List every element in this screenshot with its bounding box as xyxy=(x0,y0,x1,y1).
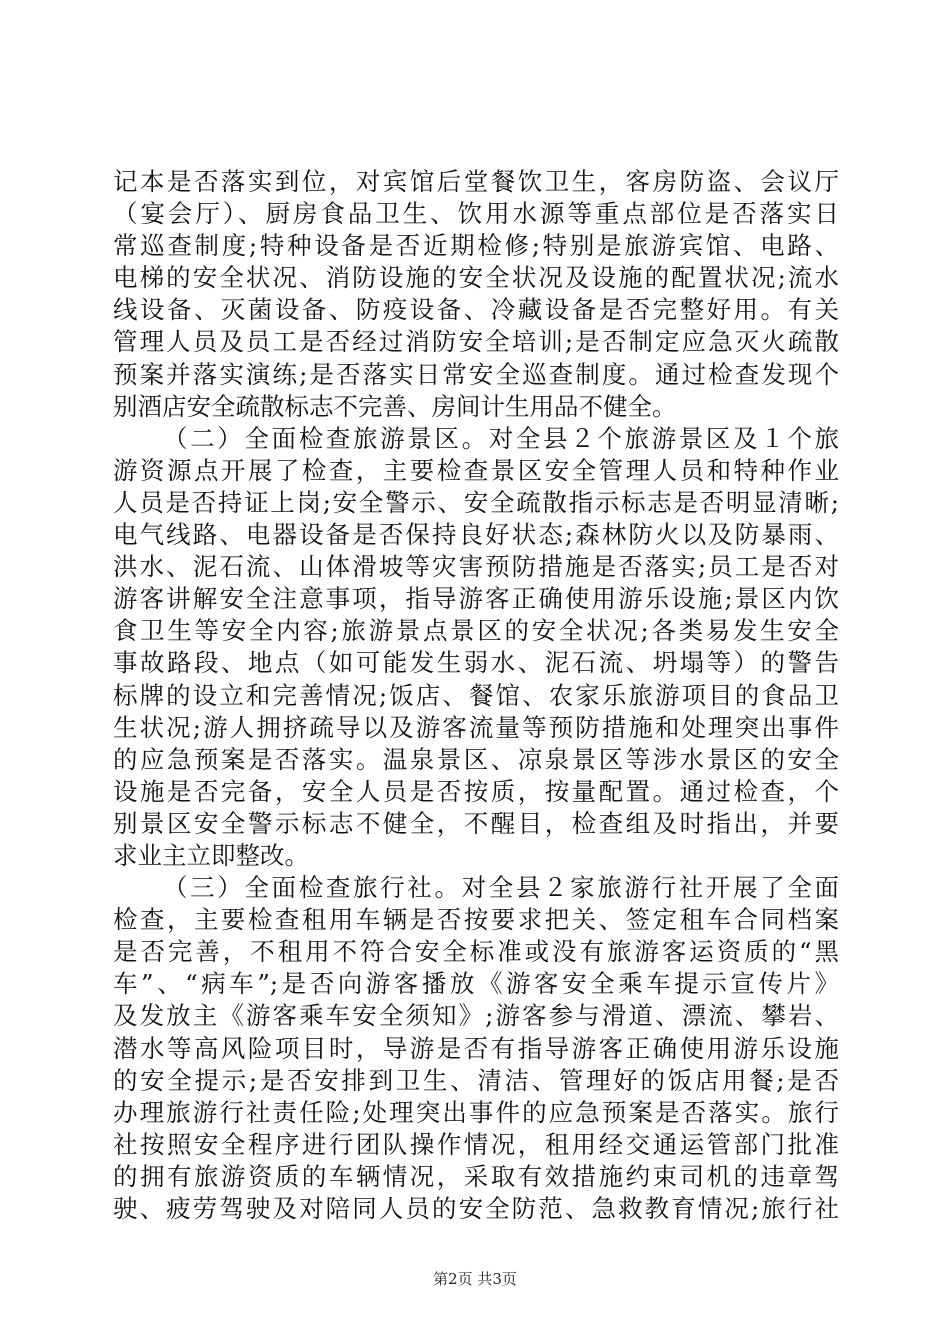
text-line: 管理人员及员工是否经过消防安全培训;是否制定应急灭火疏散 xyxy=(113,327,839,357)
text-line: 求业主立即整改。 xyxy=(113,840,309,870)
text-line: 标牌的设立和完善情况;饭店、餐馆、农家乐旅游项目的食品卫 xyxy=(113,680,839,710)
text-line: 预案并落实演练;是否落实日常安全巡查制度。通过检查发现个 xyxy=(113,359,839,389)
text-line: 生状况;游人拥挤疏导以及游客流量等预防措施和处理突出事件 xyxy=(113,712,839,742)
text-line: 游客讲解安全注意事项，指导游客正确使用游乐设施;景区内饮 xyxy=(113,584,839,614)
text-line: 检查，主要检查租用车辆是否按要求把关、签定租车合同档案 xyxy=(113,905,839,935)
paragraph xyxy=(113,423,839,872)
text-line: 别酒店安全疏散标志不完善、房间计生用品不健全。 xyxy=(113,391,677,421)
text-line: 人员是否持证上岗;安全警示、安全疏散指示标志是否明显清晰; xyxy=(113,487,839,517)
paragraph xyxy=(113,872,839,1225)
text-line: 常巡查制度;特种设备是否近期检修;特别是旅游宾馆、电路、 xyxy=(113,231,839,261)
text-line: 的拥有旅游资质的车辆情况，采取有效措施约束司机的违章驾 xyxy=(113,1161,839,1191)
body-text xyxy=(113,166,839,1225)
text-line: （宴会厅）、厨房食品卫生、饮用水源等重点部位是否落实日 xyxy=(113,199,839,229)
text-line: 食卫生等安全内容;旅游景点景区的安全状况;各类易发生安全 xyxy=(113,616,839,646)
page-footer: 第2页 共3页 xyxy=(433,1270,517,1288)
text-line: 社按照安全程序进行团队操作情况，租用经交通运管部门批准 xyxy=(113,1129,839,1159)
text-line: 事故路段、地点（如可能发生弱水、泥石流、坍塌等）的警告 xyxy=(113,648,839,678)
text-line: 的应急预案是否落实。温泉景区、凉泉景区等涉水景区的安全 xyxy=(113,744,839,774)
text-line: 办理旅游行社责任险;处理突出事件的应急预案是否落实。旅行 xyxy=(113,1097,839,1127)
text-line: 车”、“病车”;是否向游客播放《游客安全乘车提示宣传片》 xyxy=(113,969,839,999)
text-line: 记本是否落实到位，对宾馆后堂餐饮卫生，客房防盗、会议厅 xyxy=(113,167,839,196)
text-line: 设施是否完备，安全人员是否按质，按量配置。通过检查，个 xyxy=(113,776,839,806)
text-line: 洪水、泥石流、山体滑坡等灾害预防措施是否落实;员工是否对 xyxy=(113,552,839,582)
text-line: 是否完善，不租用不符合安全标准或没有旅游客运资质的“黑 xyxy=(113,937,839,967)
text-line: 的安全提示;是否安排到卫生、清洁、管理好的饭店用餐;是否 xyxy=(113,1065,839,1095)
text-line: 电梯的安全状况、消防设施的安全状况及设施的配置状况;流水 xyxy=(113,263,839,293)
text-line: 别景区安全警示标志不健全，不醒目，检查组及时指出，并要 xyxy=(113,808,839,838)
text-line: 及发放主《游客乘车安全须知》;游客参与滑道、漂流、攀岩、 xyxy=(113,1001,839,1031)
paragraph xyxy=(113,166,839,423)
text-line: （三）全面检查旅行社。对全县２家旅游行社开展了全面 xyxy=(163,873,839,903)
text-line: 线设备、灭菌设备、防疫设备、冷藏设备是否完整好用。有关 xyxy=(113,295,839,325)
text-line: 潜水等高风险项目时，导游是否有指导游客正确使用游乐设施 xyxy=(113,1033,839,1063)
text-line: （二）全面检查旅游景区。对全县２个旅游景区及１个旅 xyxy=(163,423,839,453)
text-line: 电气线路、电器设备是否保持良好状态;森林防火以及防暴雨、 xyxy=(113,520,839,550)
text-line: 驶、疲劳驾驶及对陪同人员的安全防范、急救教育情况;旅行社 xyxy=(113,1194,839,1223)
text-line: 游资源点开展了检查，主要检查景区安全管理人员和特种作业 xyxy=(113,455,839,485)
